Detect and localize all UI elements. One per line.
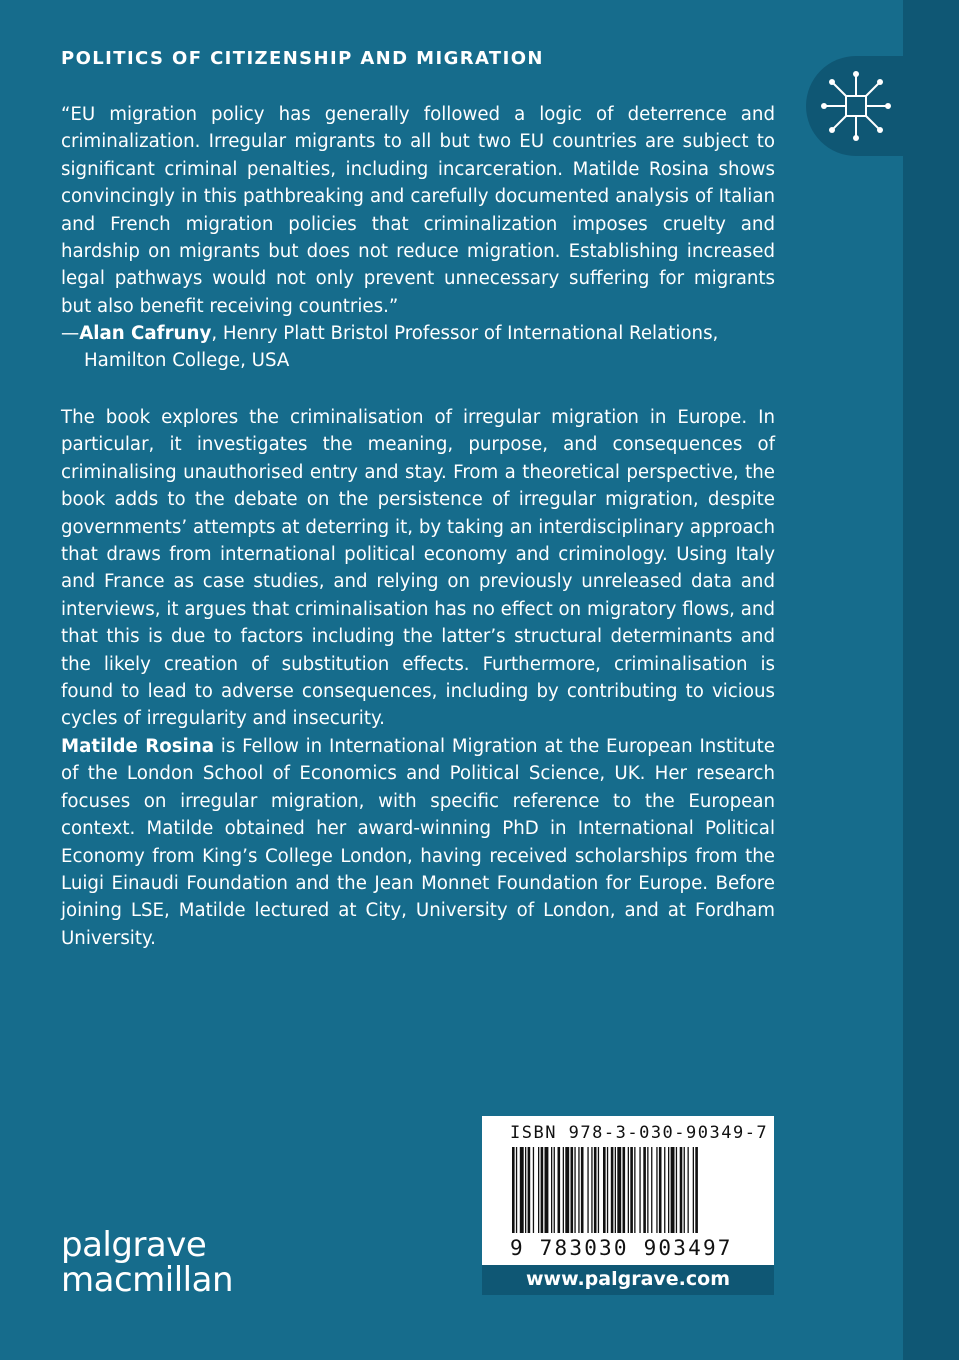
author-name: Matilde Rosina — [61, 736, 214, 757]
barcode-bar — [651, 1147, 652, 1233]
barcode-bar — [587, 1147, 588, 1233]
barcode-bars — [512, 1147, 746, 1247]
barcode-bar — [558, 1147, 561, 1233]
publisher-website[interactable]: www.palgrave.com — [482, 1265, 774, 1295]
spine-strip — [903, 0, 959, 1360]
barcode-bar — [581, 1147, 584, 1233]
book-description: The book explores the criminalisation of irregular migration in Europe. In particular, it investigates the meaning, purpose, and consequences of criminalising unauthorised entry and stay. From a theoretical perspective, the book adds to the debate on the persistence of irregular migration, despite governments’ attempts at deterring it, by taking an interdisciplinary approach that draws from international political economy and criminology. Using Italy and France as case studies, and relying on previously unreleased data and interviews, it argues that criminalisation has no effect on migratory flows, and that this is due to factors including the latter’s structural determinants and the likely creation of substitution effects. Furthermore, criminalisation is found to lead to adverse consequences, including by contributing to vicious cycles of irregularity and insecurity. — [61, 407, 775, 730]
barcode-bar — [591, 1147, 592, 1233]
barcode-bar — [630, 1147, 633, 1233]
attribution-dash: — — [61, 323, 80, 344]
barcode-bar — [554, 1147, 555, 1233]
barcode-bar — [684, 1147, 685, 1233]
barcode-bar — [525, 1147, 526, 1233]
barcode-bar — [668, 1147, 669, 1233]
barcode-bar — [695, 1147, 698, 1233]
barcode-bar — [656, 1147, 657, 1233]
barcode-bar — [598, 1147, 599, 1233]
author-bio — [61, 733, 775, 952]
barcode-bar — [688, 1147, 689, 1233]
publisher-logo-line2: macmillan — [61, 1260, 233, 1300]
isbn-label: ISBN 978-3-030-90349-7 — [510, 1123, 769, 1143]
isbn-digits: 9 783030 903497 — [510, 1236, 733, 1260]
barcode-bar — [617, 1147, 621, 1233]
barcode-bar — [671, 1147, 675, 1233]
barcode-bar — [623, 1147, 626, 1233]
author-bio-text: is Fellow in International Migration at the European Institute of the London School of Economics and Political Science, UK. Her research focuses on irregular migration, with specific reference to the European context. Matilde obtained her award-winning PhD in International Political Economy from King’s College London, having received scholarships from the Luigi Einaudi Foundation and the Jean Monnet Foundation for Europe. Before joining LSE, Matilde lectured at City, University of London, and at Fordham University. — [61, 736, 775, 949]
barcode-bar — [603, 1147, 606, 1233]
endorsement-quote: “EU migration policy has generally followed a logic of deterrence and criminalization. Irregular migrants to all but two EU countries are subject to significant criminal penalties, including incarceration. Matilde Rosina shows convincingly in this pathbreaking and carefully documented analysis of Italian and French migration policies that criminalization imposes cruelty and hardship on migrants but does not reduce migration. Establishing increased legal pathways would not only prevent unnecessary suffering for migrants but also benefit receiving countries.” — [61, 104, 775, 317]
barcode-bar — [545, 1147, 549, 1233]
barcode-bar — [538, 1147, 539, 1233]
barcode-bar — [541, 1147, 544, 1233]
barcode-bar — [565, 1147, 569, 1233]
barcode-bar — [693, 1147, 694, 1233]
barcode-bar — [516, 1147, 517, 1233]
barcode-bar — [664, 1147, 665, 1233]
barcode-bar — [607, 1147, 608, 1233]
endorsement-attribution — [61, 320, 718, 375]
barcode-bar — [520, 1147, 524, 1233]
barcode-bar — [533, 1147, 534, 1233]
barcode-bar — [628, 1147, 629, 1233]
barcode-bar — [643, 1147, 646, 1233]
attribution-title: , Henry Platt Bristol Professor of International Relations, — [211, 323, 719, 344]
publisher-logo — [61, 1225, 233, 1300]
barcode-bar — [647, 1147, 648, 1233]
barcode-bar — [615, 1147, 616, 1233]
barcode-bar — [574, 1147, 575, 1233]
barcode-bar — [659, 1147, 662, 1233]
barcode-bar — [571, 1147, 574, 1233]
publisher-logo-line1: palgrave — [61, 1225, 207, 1265]
barcode-bar — [594, 1147, 597, 1233]
barcode-bar — [639, 1147, 640, 1233]
barcode-bar — [512, 1147, 515, 1233]
series-logo-badge — [806, 56, 906, 156]
barcode-bar — [578, 1147, 579, 1233]
barcode-bar — [528, 1147, 531, 1233]
barcode-bar — [634, 1147, 635, 1233]
attribution-affiliation: Hamilton College, USA — [84, 350, 290, 372]
barcode-bar — [676, 1147, 677, 1233]
barcode-bar — [563, 1147, 564, 1233]
palgrave-star-logo-icon — [820, 70, 892, 142]
series-title: POLITICS OF CITIZENSHIP AND MIGRATION — [61, 48, 544, 69]
barcode-bar — [611, 1147, 614, 1233]
attribution-name: Alan Cafruny — [79, 323, 212, 344]
barcode-bar — [551, 1147, 552, 1233]
barcode-bar — [680, 1147, 683, 1233]
